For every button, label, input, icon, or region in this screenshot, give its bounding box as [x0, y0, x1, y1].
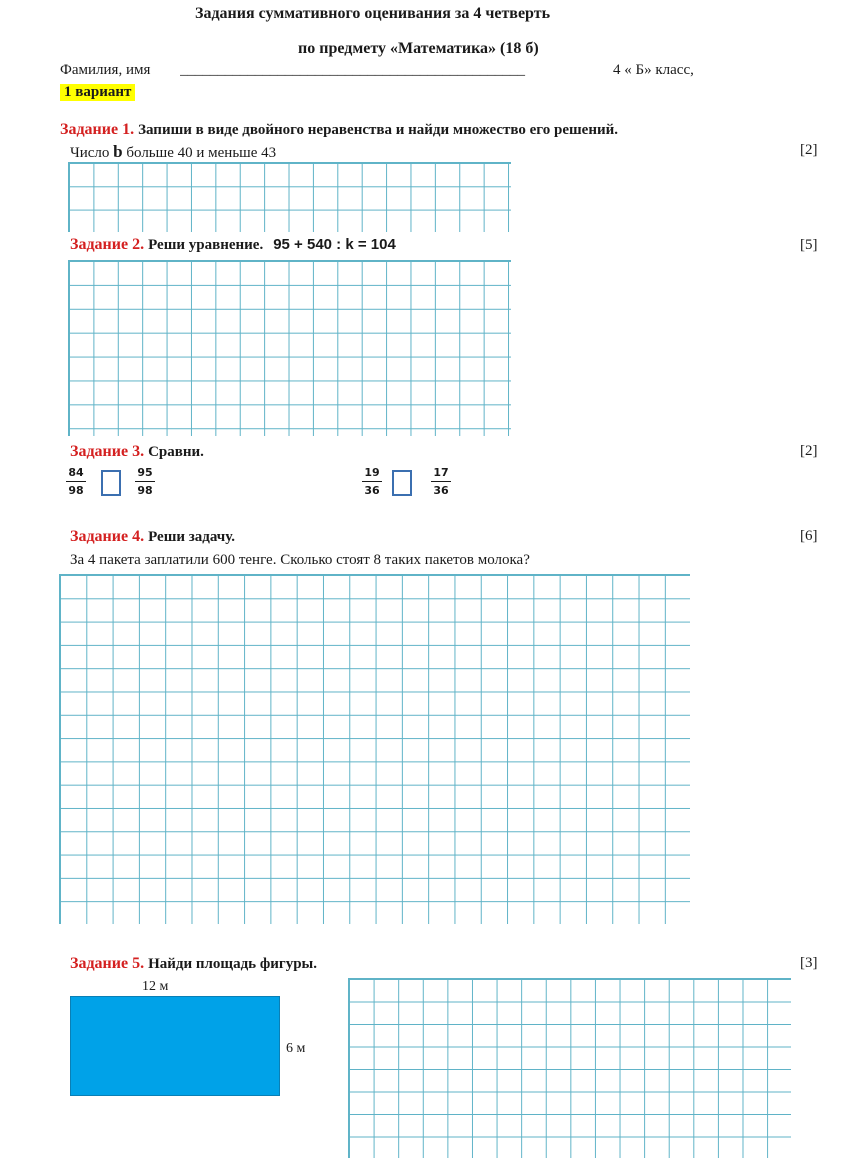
task3-label: Задание 3. — [70, 443, 145, 460]
rect-height-label: 6 м — [286, 1041, 306, 1056]
task2-score: [5] — [800, 237, 818, 253]
task5-text: Найди площадь фигуры. — [148, 956, 317, 972]
task1-heading — [60, 121, 618, 139]
task1-answer-grid[interactable] — [68, 162, 511, 232]
compare-box-1[interactable] — [101, 470, 121, 496]
task4-heading — [70, 528, 235, 546]
task2-equation: 95 + 540 : k = 104 — [273, 236, 396, 253]
task2-label: Задание 2. — [70, 236, 145, 253]
task3-heading — [70, 443, 204, 461]
task4-score: [6] — [800, 528, 818, 544]
task1-sub-prefix: Число — [70, 145, 110, 161]
task1-score: [2] — [800, 142, 818, 158]
task1-sub-suffix: больше 40 и меньше 43 — [126, 145, 277, 161]
fraction-17-36: $\frac{17}{36}$ — [431, 466, 451, 498]
compare-box-2[interactable] — [392, 470, 412, 496]
task4-problem: За 4 пакета заплатили 600 тенге. Сколько стоят 8 таких пакетов молока? — [70, 552, 530, 568]
task5-label: Задание 5. — [70, 955, 145, 972]
task5-score: [3] — [800, 955, 818, 971]
fraction-19-36: $\frac{19}{36}$ — [362, 466, 382, 498]
variant-badge: 1 вариант — [60, 84, 135, 101]
task2-heading — [70, 236, 396, 254]
fraction-84-98: $\frac{84}{98}$ — [66, 466, 86, 498]
task1-variable: b — [113, 142, 123, 161]
task4-answer-grid[interactable] — [59, 574, 690, 924]
task3-score: [2] — [800, 443, 818, 459]
task1-label: Задание 1. — [60, 121, 135, 138]
task1-subtext — [70, 142, 276, 162]
task2-answer-grid[interactable] — [68, 260, 511, 436]
task1-text: Запиши в виде двойного неравенства и найди множество его решений. — [138, 122, 618, 138]
fraction-95-98: $\frac{95}{98}$ — [135, 466, 155, 498]
task4-text: Реши задачу. — [148, 529, 235, 545]
task3-text: Сравни. — [148, 444, 204, 460]
task5-heading — [70, 955, 317, 973]
task4-label: Задание 4. — [70, 528, 145, 545]
rect-width-label: 12 м — [142, 979, 169, 994]
rectangle-figure — [70, 996, 280, 1096]
task5-answer-grid[interactable] — [348, 978, 791, 1158]
class-label: 4 « Б» класс, — [613, 62, 694, 78]
task2-text: Реши уравнение. — [148, 237, 264, 253]
page-title: Задания суммативного оценивания за 4 четверть — [195, 5, 551, 22]
name-field[interactable]: ______________________________________________ — [180, 62, 525, 78]
page-subtitle: по предмету «Математика» (18 б) — [298, 40, 539, 57]
name-label: Фамилия, имя — [60, 62, 151, 78]
